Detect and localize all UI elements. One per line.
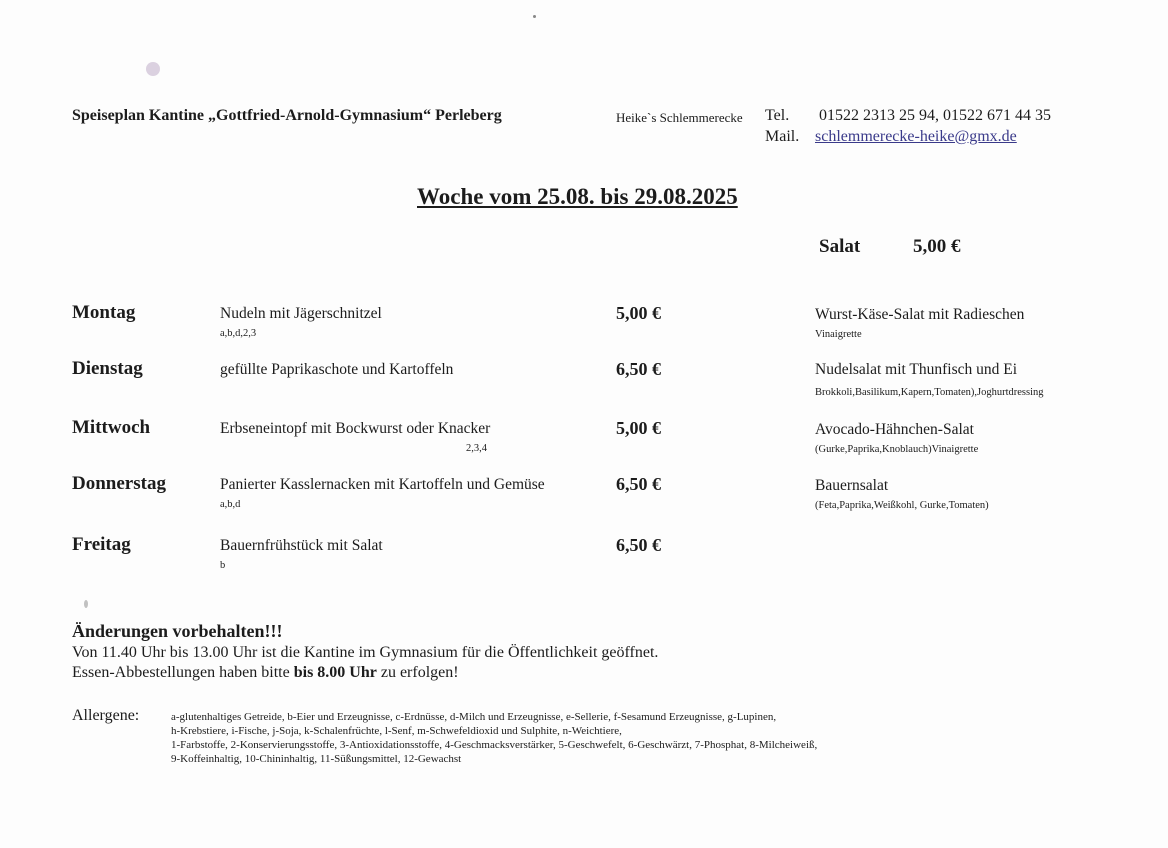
scan-speck [533, 15, 536, 18]
menu-title: Speiseplan Kantine „Gottfried-Arnold-Gymnasium“ Perleberg [72, 107, 502, 124]
dish-friday: Bauernfrühstück mit Salat [220, 537, 383, 554]
price-friday: 6,50 € [616, 535, 661, 555]
allergene-line: a-glutenhaltiges Getreide, b-Eier und Erzeugnisse, c-Erdnüsse, d-Milch und Erzeugnisse, e-Sellerie, f-Sesamund Erzeugnisse, g-Lupinen, [171, 711, 777, 723]
salad-detail-monday: Vinaigrette [815, 329, 862, 340]
salat-header-price: 5,00 € [913, 236, 961, 257]
day-monday: Montag [72, 302, 136, 323]
salad-detail-wednesday: (Gurke,Paprika,Knoblauch)Vinaigrette [815, 444, 979, 455]
allergens-monday: a,b,d,2,3 [220, 328, 257, 339]
week-title: Woche vom 25.08. bis 29.08.2025 [417, 184, 738, 209]
salad-wednesday: Avocado-Hähnchen-Salat [815, 421, 974, 438]
salad-detail-thursday: (Feta,Paprika,Weißkohl, Gurke,Tomaten) [815, 500, 989, 511]
tel-value: 01522 2313 25 94, 01522 671 44 35 [819, 107, 1051, 124]
day-tuesday: Dienstag [72, 358, 143, 379]
day-friday: Freitag [72, 534, 131, 555]
price-thursday: 6,50 € [616, 474, 661, 494]
allergens-friday: b [220, 560, 226, 571]
tel-label: Tel. [765, 107, 790, 124]
dish-thursday: Panierter Kasslernacken mit Kartoffeln und Gemüse [220, 476, 545, 493]
day-wednesday: Mittwoch [72, 417, 151, 438]
salat-header-label: Salat [819, 236, 861, 257]
cancellation-suffix: zu erfolgen! [380, 664, 459, 681]
vendor-name: Heike`s Schlemmerecke [616, 110, 743, 125]
dish-monday: Nudeln mit Jägerschnitzel [220, 305, 382, 322]
email-link[interactable]: schlemmerecke-heike@gmx.de [815, 128, 1017, 145]
scan-speck [84, 600, 88, 608]
salad-detail-tuesday: Brokkoli,Basilikum,Kapern,Tomaten),Joghurtdressing [815, 387, 1044, 398]
scan-speck [146, 62, 160, 76]
day-thursday: Donnerstag [72, 473, 166, 494]
allergens-wednesday: 2,3,4 [466, 443, 487, 454]
cancellation-prefix: Essen-Abbestellungen haben bitte [72, 664, 290, 681]
allergene-line: 9-Koffeinhaltig, 10-Chininhaltig, 11-Süßungsmittel, 12-Gewachst [171, 753, 462, 765]
opening-hours-note: Von 11.40 Uhr bis 13.00 Uhr ist die Kantine im Gymnasium für die Öffentlichkeit geöffnet. [72, 644, 659, 661]
mail-label: Mail. [765, 128, 800, 145]
allergene-label: Allergene: [72, 707, 140, 724]
price-monday: 5,00 € [616, 303, 661, 323]
allergene-line: 1-Farbstoffe, 2-Konservierungsstoffe, 3-Antioxidationsstoffe, 4-Geschmacksverstärker, 5-Geschwefelt, 6-Geschwärzt, 7-Phosphat, 8-Milcheiweiß, [171, 739, 818, 751]
price-wednesday: 5,00 € [616, 418, 661, 438]
dish-wednesday: Erbseneintopf mit Bockwurst oder Knacker [220, 420, 491, 437]
dish-tuesday: gefüllte Paprikaschote und Kartoffeln [220, 361, 454, 378]
changes-notice: Änderungen vorbehalten!!! [72, 621, 283, 641]
price-tuesday: 6,50 € [616, 359, 661, 379]
cancellation-deadline: bis 8.00 Uhr [293, 664, 377, 681]
allergens-thursday: a,b,d [220, 499, 241, 510]
allergene-line: h-Krebstiere, i-Fische, j-Soja, k-Schalenfrüchte, l-Senf, m-Schwefeldioxid und Sulphite, n-Weichtiere, [171, 725, 622, 737]
salad-tuesday: Nudelsalat mit Thunfisch und Ei [815, 361, 1018, 378]
cancellation-note [72, 664, 459, 682]
salad-thursday: Bauernsalat [815, 477, 889, 494]
salad-monday: Wurst-Käse-Salat mit Radieschen [815, 306, 1025, 323]
